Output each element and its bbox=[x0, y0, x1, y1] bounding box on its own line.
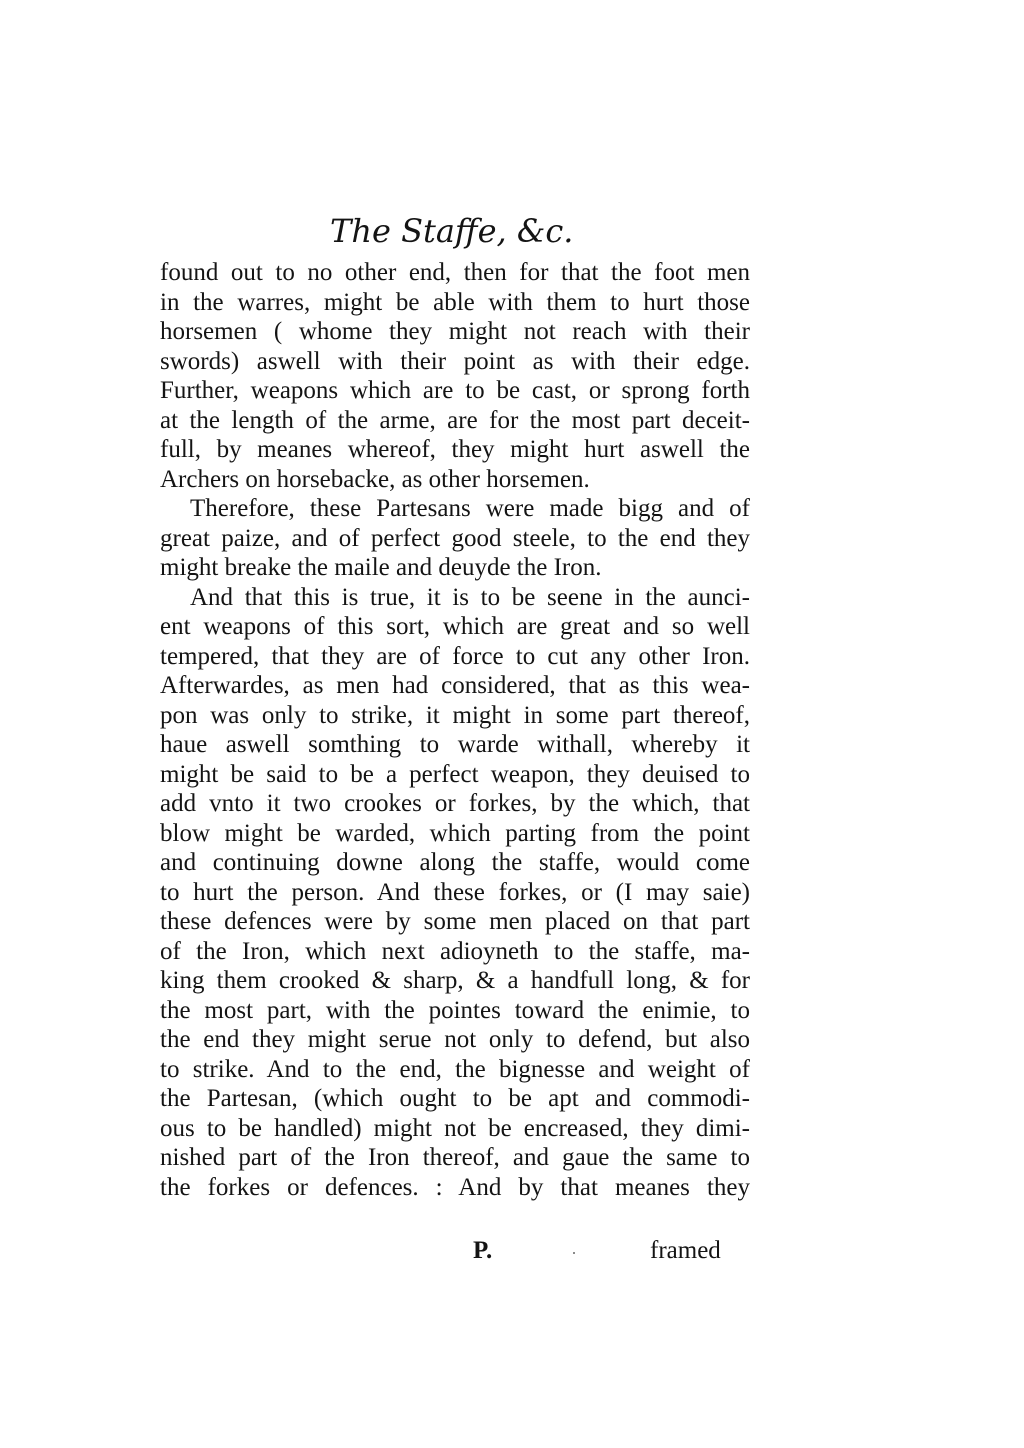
text-line: the Partesan, (which ought to be apt and commodi- bbox=[160, 1085, 750, 1112]
text-line: ent weapons of this sort, which are great and so well bbox=[160, 613, 750, 640]
text-line: great paize, and of perfect good steele, to the end they bbox=[160, 524, 750, 552]
text-line: might breake the maile and deuyde the Iron. bbox=[160, 554, 602, 581]
text-line: horsemen ( whome they might not reach with their bbox=[160, 318, 750, 345]
text-line: tempered, that they are of force to cut any other Iron. bbox=[160, 642, 750, 670]
catchword: framed bbox=[650, 1237, 721, 1264]
text-line: Further, weapons which are to be cast, or sprong forth bbox=[160, 377, 750, 404]
text-line: Therefore, these Partesans were made bigg and of bbox=[190, 495, 750, 522]
text-line: the most part, with the pointes toward the enimie, to bbox=[160, 996, 750, 1024]
text-line: in the warres, might be able with them to hurt those bbox=[160, 288, 750, 316]
body-text bbox=[160, 258, 750, 1202]
text-line: And that this is true, it is to be seene in the aunci- bbox=[190, 583, 750, 611]
text-line: found out to no other end, then for that the foot men bbox=[160, 259, 750, 286]
text-line: Afterwardes, as men had considered, that as this wea- bbox=[160, 672, 750, 699]
running-head: The Staffe, &c. bbox=[330, 212, 574, 250]
text-line: to strike. And to the end, the bignesse and weight of bbox=[160, 1055, 750, 1083]
text-line: blow might be warded, which parting from the point bbox=[160, 819, 750, 847]
text-line: full, by meanes whereof, they might hurt aswell the bbox=[160, 436, 750, 463]
text-line: might be said to be a perfect weapon, they deuised to bbox=[160, 760, 750, 788]
text-line: pon was only to strike, it might in some part thereof, bbox=[160, 701, 750, 729]
text-line: of the Iron, which next adioyneth to the staffe, ma- bbox=[160, 937, 750, 965]
text-line: the forkes or defences. : And by that meanes they bbox=[160, 1173, 750, 1201]
text-line: nished part of the Iron thereof, and gaue the same to bbox=[160, 1144, 750, 1171]
text-line: and continuing downe along the staffe, would come bbox=[160, 849, 750, 876]
signature-mark: P. bbox=[473, 1237, 493, 1264]
ink-speck bbox=[573, 1252, 575, 1254]
text-line: swords) aswell with their point as with their edge. bbox=[160, 347, 750, 375]
text-line: ous to be handled) might not be encreased, they dimi- bbox=[160, 1114, 750, 1142]
text-line: the end they might serue not only to defend, but also bbox=[160, 1026, 750, 1053]
text-line: haue aswell somthing to warde withall, whereby it bbox=[160, 731, 750, 758]
text-line: these defences were by some men placed on that part bbox=[160, 908, 750, 935]
text-line: add vnto it two crookes or forkes, by the which, that bbox=[160, 790, 750, 817]
text-line: Archers on horsebacke, as other horsemen. bbox=[160, 465, 590, 493]
text-line: to hurt the person. And these forkes, or (I may saie) bbox=[160, 878, 750, 906]
text-line: at the length of the arme, are for the most part deceit- bbox=[160, 406, 750, 434]
text-line: king them crooked & sharp, & a handfull long, & for bbox=[160, 967, 750, 994]
